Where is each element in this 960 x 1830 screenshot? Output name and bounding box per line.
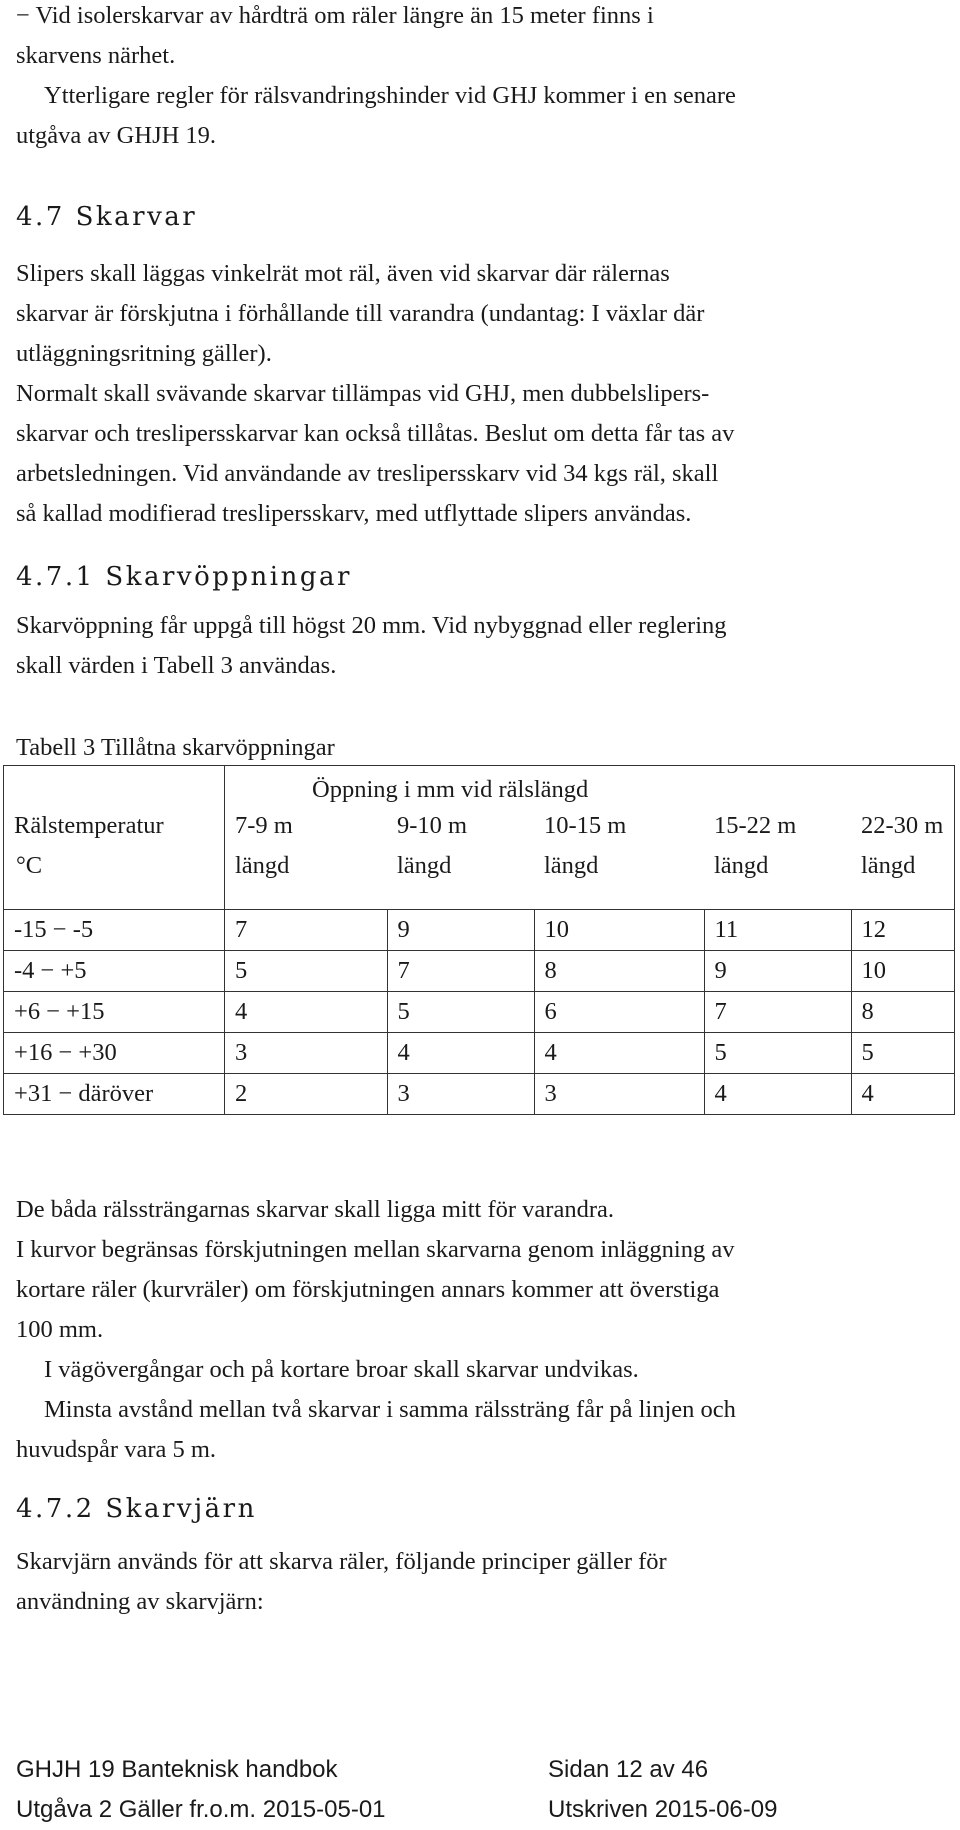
value-cell: 4 xyxy=(704,1074,851,1115)
row-header-line: Rälstemperatur xyxy=(14,812,164,839)
column-header-line: längd xyxy=(544,852,599,879)
text-line: Slipers skall läggas vinkelrät mot räl, även vid skarvar där rälernas xyxy=(16,260,670,287)
value-cell: 5 xyxy=(704,1033,851,1074)
text-line: I kurvor begränsas förskjutningen mellan skarvarna genom inläggning av xyxy=(16,1236,735,1263)
column-header-line: 7-9 m xyxy=(235,812,293,839)
text-line: så kallad modifierad treslipersskarv, med utflyttade slipers användas. xyxy=(16,500,692,527)
text-line: kortare räler (kurvräler) om förskjutningen annars kommer att överstiga xyxy=(16,1276,720,1303)
value-cell: 6 xyxy=(534,992,704,1033)
column-header-cell xyxy=(704,766,851,910)
value-cell: 8 xyxy=(851,992,955,1033)
column-header-line: längd xyxy=(861,852,916,879)
column-header-line: 9-10 m xyxy=(397,812,468,839)
section-4-7-paragraph-2 xyxy=(16,374,734,534)
value-cell: 9 xyxy=(704,951,851,992)
skarvoppningar-table xyxy=(3,765,955,1115)
intro-paragraph xyxy=(16,0,736,156)
footer-printed-date: Utskriven 2015-06-09 xyxy=(548,1796,778,1823)
section-4-7-paragraph-1 xyxy=(16,254,704,374)
text-line: skarvar är förskjutna i förhållande till varandra (undantag: I växlar där xyxy=(16,300,705,327)
value-cell: 4 xyxy=(534,1033,704,1074)
column-header-label xyxy=(861,766,954,886)
row-header-label xyxy=(14,766,224,886)
table-row xyxy=(4,992,955,1033)
value-cell: 4 xyxy=(387,1033,534,1074)
table-row xyxy=(4,951,955,992)
after-table-paragraph-1 xyxy=(16,1190,614,1230)
temperature-cell: -4 − +5 xyxy=(4,951,225,992)
value-cell: 7 xyxy=(387,951,534,992)
footer-handbook-title: GHJH 19 Banteknisk handbok xyxy=(16,1756,338,1783)
intro-line: utgåva av GHJH 19. xyxy=(16,122,217,149)
value-cell: 4 xyxy=(851,1074,955,1115)
text-line: skarvar och treslipersskarvar kan också tillåtas. Beslut om detta får tas av xyxy=(16,420,735,447)
value-cell: 10 xyxy=(851,951,955,992)
value-cell: 4 xyxy=(225,992,388,1033)
table-row xyxy=(4,910,955,951)
temperature-cell: +31 − däröver xyxy=(4,1074,225,1115)
value-cell: 5 xyxy=(851,1033,955,1074)
text-line: Normalt skall svävande skarvar tillämpas vid GHJ, men dubbelslipers- xyxy=(16,380,710,407)
column-header-line: längd xyxy=(397,852,452,879)
table-caption: Tabell 3 Tillåtna skarvöppningar xyxy=(16,734,335,761)
value-cell: 3 xyxy=(534,1074,704,1115)
value-cell: 10 xyxy=(534,910,704,951)
column-header-label xyxy=(714,766,851,886)
after-table-paragraph-4 xyxy=(16,1390,736,1470)
section-heading-4-7-1: 4.7.1 Skarvöppningar xyxy=(16,562,352,592)
text-line: De båda rälssträngarnas skarvar skall ligga mitt för varandra. xyxy=(16,1196,614,1223)
column-header-line: längd xyxy=(714,852,769,879)
text-line: Minsta avstånd mellan två skarvar i samma rälssträng får på linjen och xyxy=(44,1396,736,1423)
footer-page-number: Sidan 12 av 46 xyxy=(548,1756,709,1783)
text-line: Skarvjärn används för att skarva räler, följande principer gäller för xyxy=(16,1548,667,1575)
section-4-7-2-paragraph xyxy=(16,1542,667,1622)
text-line: skall värden i Tabell 3 användas. xyxy=(16,652,337,679)
value-cell: 7 xyxy=(225,910,388,951)
section-heading-4-7-2: 4.7.2 Skarvjärn xyxy=(16,1494,257,1524)
after-table-paragraph-2 xyxy=(16,1230,734,1350)
temperature-cell: +6 − +15 xyxy=(4,992,225,1033)
column-header-line: 10-15 m xyxy=(544,812,627,839)
temperature-cell: -15 − -5 xyxy=(4,910,225,951)
value-cell: 3 xyxy=(225,1033,388,1074)
value-cell: 12 xyxy=(851,910,955,951)
value-cell: 2 xyxy=(225,1074,388,1115)
table-span-header: Öppning i mm vid rälslängd xyxy=(312,776,589,803)
text-line: 100 mm. xyxy=(16,1316,104,1343)
text-line: användning av skarvjärn: xyxy=(16,1588,264,1615)
column-header-line: 15-22 m xyxy=(714,812,797,839)
temperature-cell: +16 − +30 xyxy=(4,1033,225,1074)
section-4-7-1-paragraph xyxy=(16,606,727,686)
value-cell: 3 xyxy=(387,1074,534,1115)
column-header-line: längd xyxy=(235,852,290,879)
value-cell: 5 xyxy=(387,992,534,1033)
row-header-unit: °C xyxy=(16,852,43,879)
intro-line: − Vid isolerskarvar av hårdträ om räler längre än 15 meter finns i xyxy=(16,2,654,29)
column-header-line: 22-30 m xyxy=(861,812,944,839)
value-cell: 8 xyxy=(534,951,704,992)
text-line: utläggningsritning gäller). xyxy=(16,340,272,367)
intro-line: Ytterligare regler för rälsvandringshinder vid GHJ kommer i en senare xyxy=(44,82,736,109)
value-cell: 5 xyxy=(225,951,388,992)
value-cell: 7 xyxy=(704,992,851,1033)
footer-edition: Utgåva 2 Gäller fr.o.m. 2015-05-01 xyxy=(16,1796,386,1823)
intro-line: skarvens närhet. xyxy=(16,42,176,69)
after-table-paragraph-3 xyxy=(16,1350,639,1390)
text-line: arbetsledningen. Vid användande av treslipersskarv vid 34 kgs räl, skall xyxy=(16,460,719,487)
text-line: Skarvöppning får uppgå till högst 20 mm. Vid nybyggnad eller reglering xyxy=(16,612,727,639)
text-line: huvudspår vara 5 m. xyxy=(16,1436,217,1463)
table-row xyxy=(4,1074,955,1115)
row-header-cell xyxy=(4,766,225,910)
text-line: I vägövergångar och på kortare broar skall skarvar undvikas. xyxy=(44,1356,639,1383)
table-row xyxy=(4,1033,955,1074)
column-header-cell xyxy=(851,766,955,910)
section-heading-4-7: 4.7 Skarvar xyxy=(16,202,198,232)
value-cell: 9 xyxy=(387,910,534,951)
value-cell: 11 xyxy=(704,910,851,951)
